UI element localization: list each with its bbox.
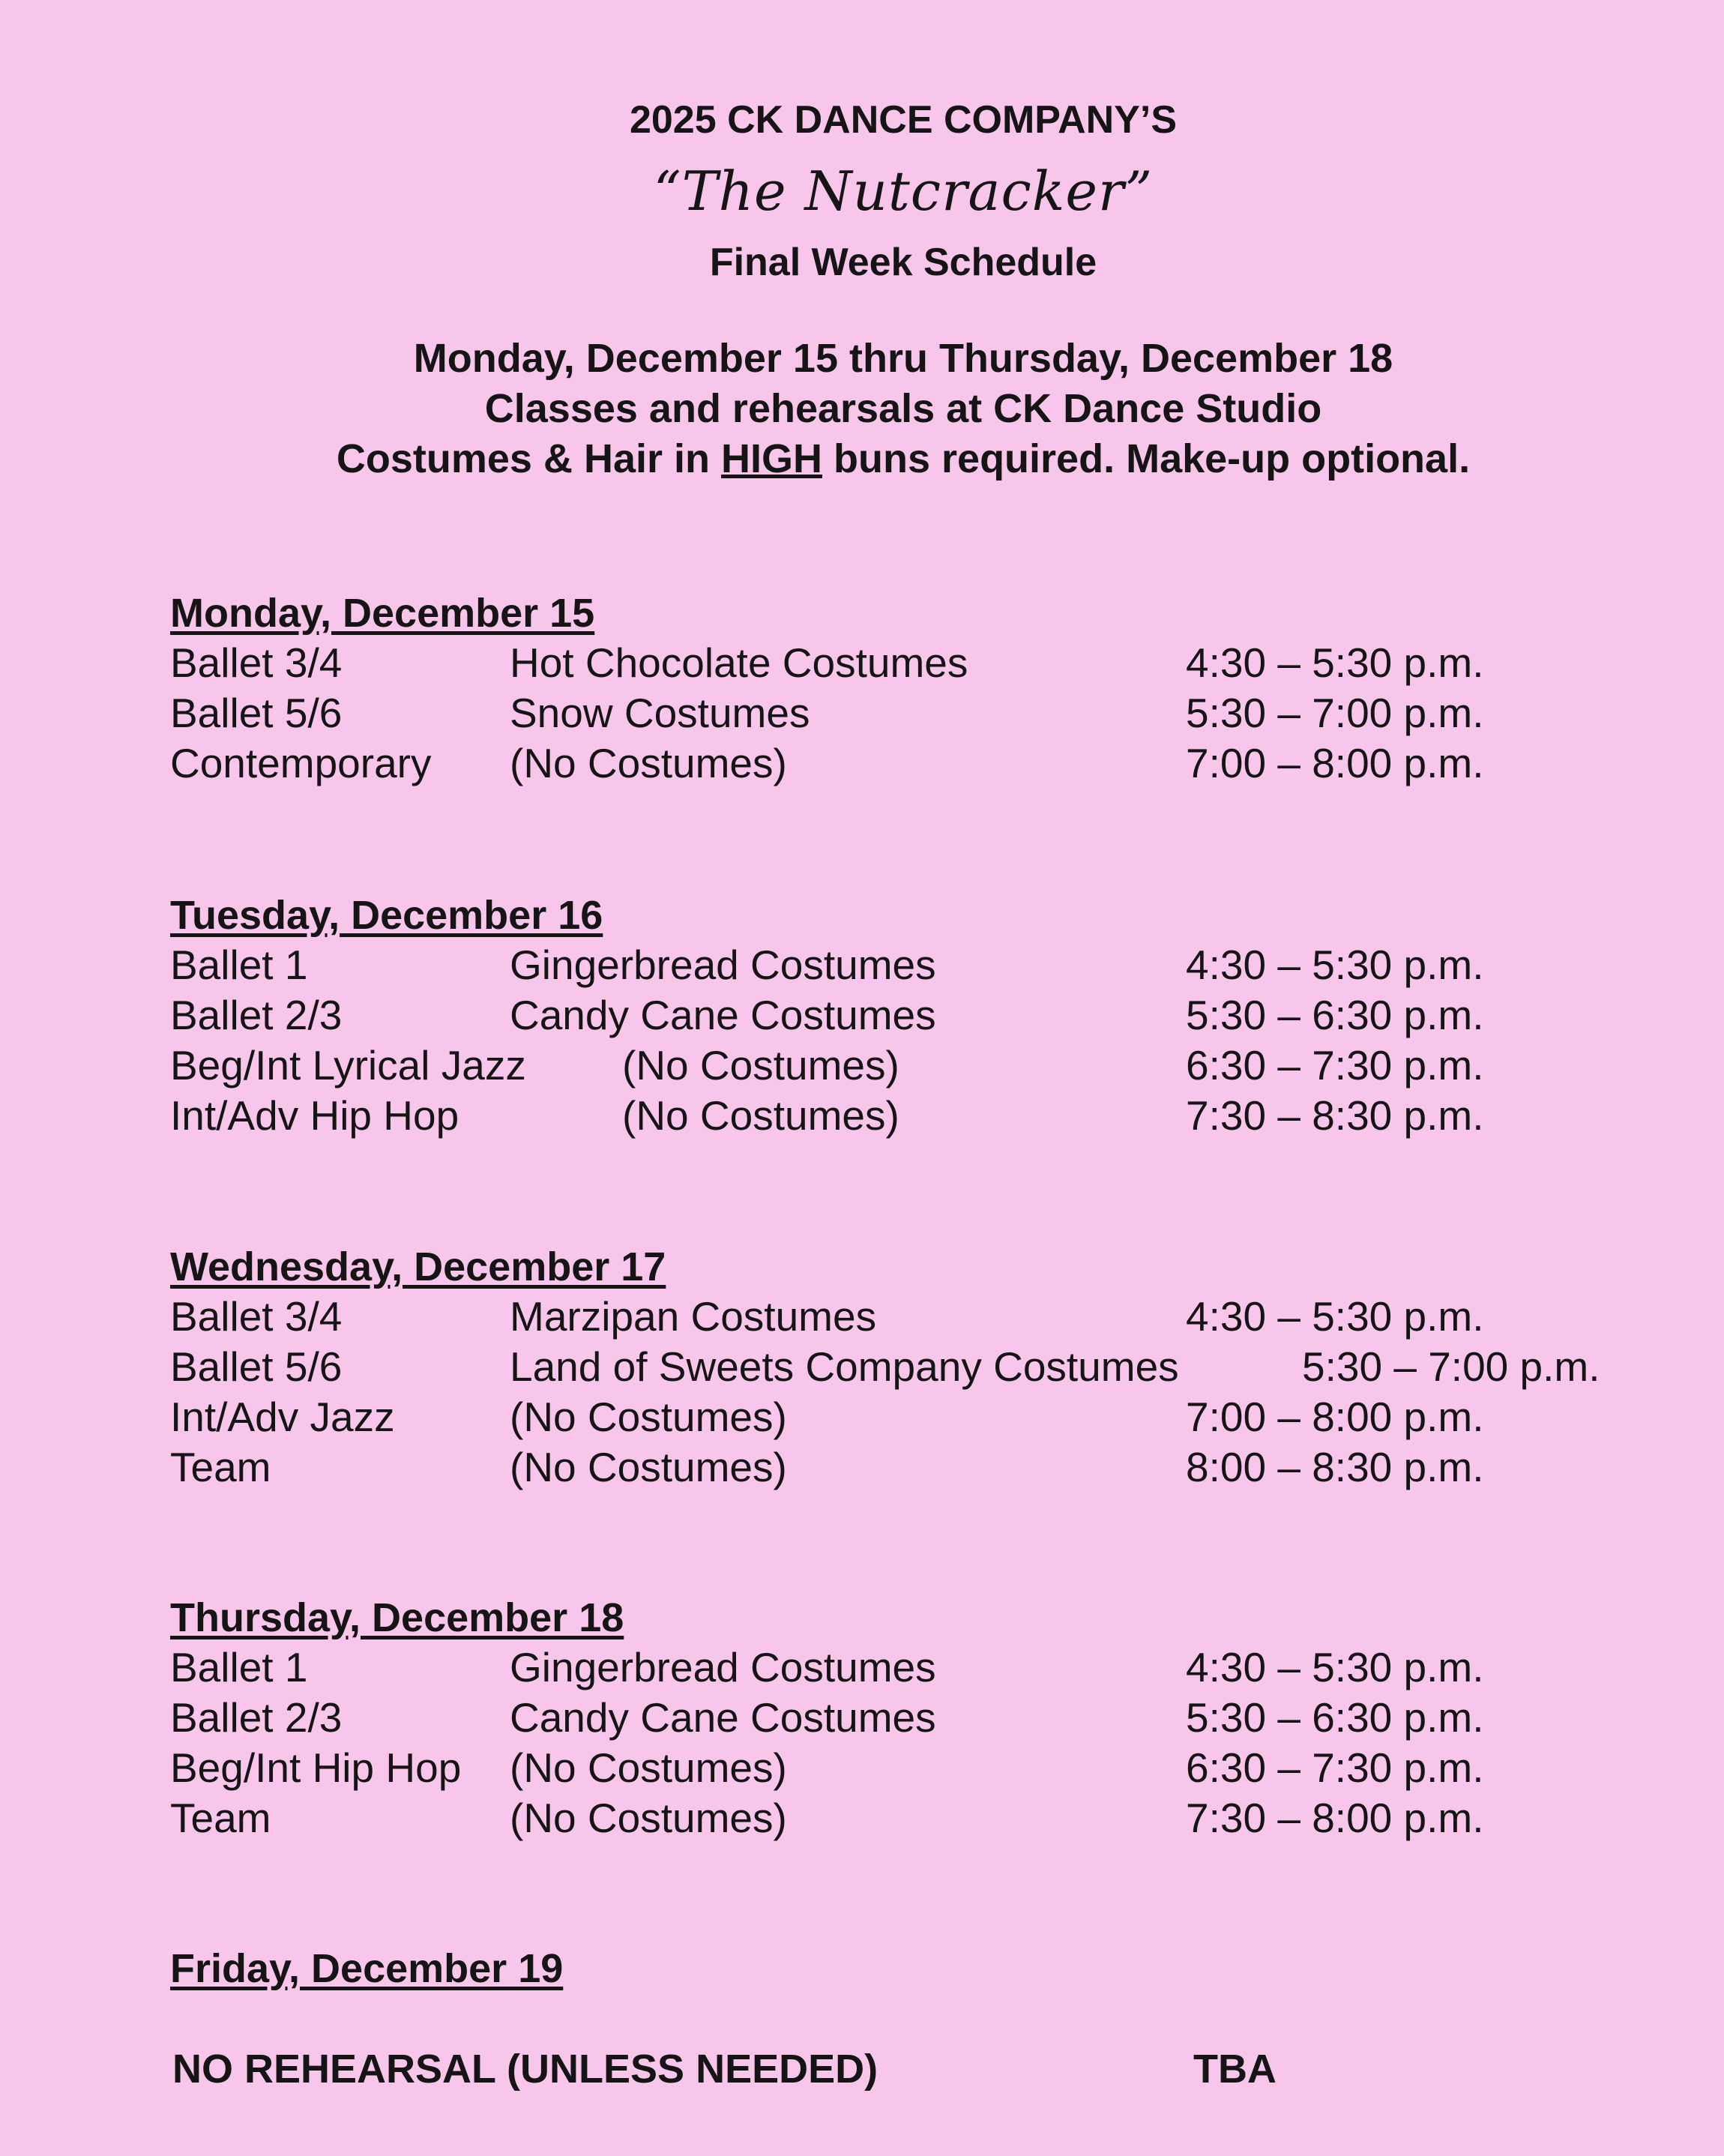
time-range: 4:30 – 5:30 p.m. (1186, 639, 1484, 686)
costume-info: (No Costumes) (510, 1795, 787, 1841)
class-name: Beg/Int Lyrical Jazz (170, 1042, 526, 1088)
requirement-before: Costumes & Hair in (336, 436, 710, 481)
class-name: Int/Adv Hip Hop (170, 1092, 459, 1139)
time-range: 4:30 – 5:30 p.m. (1186, 1293, 1484, 1340)
day-section-thursday (170, 1593, 1669, 1843)
time-range: 4:30 – 5:30 p.m. (1186, 942, 1484, 988)
class-name: Ballet 3/4 (170, 1293, 343, 1340)
costume-info: (No Costumes) (622, 1042, 899, 1088)
time-range: 5:30 – 7:00 p.m. (1302, 1343, 1600, 1390)
time-range: 7:30 – 8:30 p.m. (1186, 1092, 1484, 1139)
day-section-monday (170, 588, 1669, 789)
time-range: 7:00 – 8:00 p.m. (1186, 740, 1484, 786)
schedule-row (170, 1392, 1669, 1442)
costume-info: Snow Costumes (510, 690, 810, 736)
friday-note: NO REHEARSAL (UNLESS NEEDED) (172, 2047, 878, 2092)
costume-info: (No Costumes) (510, 740, 787, 786)
time-range: 5:30 – 6:30 p.m. (1186, 1694, 1484, 1741)
schedule-row (170, 1442, 1669, 1493)
class-name: Contemporary (170, 740, 432, 786)
schedule-row (170, 1292, 1669, 1342)
friday-note-row (172, 2043, 1597, 2095)
costume-info: Hot Chocolate Costumes (510, 639, 968, 686)
schedule-row (170, 1693, 1669, 1743)
document-header (0, 90, 1724, 292)
day-heading: Monday, December 15 (170, 591, 595, 636)
schedule-row (170, 638, 1669, 688)
day-section-friday (170, 1944, 1669, 1993)
costume-info: (No Costumes) (622, 1092, 899, 1139)
day-heading: Thursday, December 18 (170, 1595, 624, 1640)
costume-info: (No Costumes) (510, 1444, 787, 1490)
schedule-row (170, 738, 1669, 789)
time-range: 5:30 – 6:30 p.m. (1186, 992, 1484, 1038)
class-name: Int/Adv Jazz (170, 1394, 395, 1440)
costume-info: Marzipan Costumes (510, 1293, 877, 1340)
schedule-row (170, 1342, 1669, 1392)
day-heading: Wednesday, December 17 (170, 1244, 666, 1289)
day-heading: Tuesday, December 16 (170, 893, 603, 938)
class-name: Ballet 5/6 (170, 690, 343, 736)
notice-location: Classes and rehearsals at CK Dance Studio (484, 386, 1322, 431)
time-range: 4:30 – 5:30 p.m. (1186, 1644, 1484, 1690)
time-range: 8:00 – 8:30 p.m. (1186, 1444, 1484, 1490)
costume-info: Gingerbread Costumes (510, 942, 936, 988)
schedule-notice (0, 334, 1724, 484)
friday-time: TBA (1193, 2047, 1277, 2092)
time-range: 5:30 – 7:00 p.m. (1186, 690, 1484, 736)
schedule-row (170, 1041, 1669, 1091)
costume-info: (No Costumes) (510, 1744, 787, 1791)
schedule-subtitle: Final Week Schedule (709, 241, 1097, 284)
costume-info: Land of Sweets Company Costumes (510, 1343, 1179, 1390)
notice-dates: Monday, December 15 thru Thursday, December 18 (413, 336, 1393, 381)
costume-info: Candy Cane Costumes (510, 1694, 936, 1741)
requirement-after: buns required. Make-up optional. (834, 436, 1471, 481)
day-section-tuesday (170, 891, 1669, 1141)
schedule-row (170, 940, 1669, 990)
company-title: 2025 CK DANCE COMPANY’S (629, 98, 1178, 142)
class-name: Beg/Int Hip Hop (170, 1744, 462, 1791)
time-range: 7:00 – 8:00 p.m. (1186, 1394, 1484, 1440)
class-name: Ballet 3/4 (170, 639, 343, 686)
schedule-row (170, 990, 1669, 1041)
class-name: Ballet 2/3 (170, 1694, 343, 1741)
schedule-row (170, 1793, 1669, 1843)
show-title: “The Nutcracker” (653, 160, 1154, 223)
time-range: 6:30 – 7:30 p.m. (1186, 1744, 1484, 1791)
class-name: Team (170, 1795, 271, 1841)
time-range: 7:30 – 8:00 p.m. (1186, 1795, 1484, 1841)
costume-info: Gingerbread Costumes (510, 1644, 936, 1690)
class-name: Ballet 1 (170, 942, 308, 988)
notice-requirement (0, 434, 1724, 484)
schedule-row (170, 1642, 1669, 1693)
schedule-row (170, 1743, 1669, 1793)
class-name: Ballet 2/3 (170, 992, 343, 1038)
costume-info: (No Costumes) (510, 1394, 787, 1440)
class-name: Ballet 5/6 (170, 1343, 343, 1390)
schedule-row (170, 1091, 1669, 1141)
day-section-wednesday (170, 1242, 1669, 1493)
time-range: 6:30 – 7:30 p.m. (1186, 1042, 1484, 1088)
schedule-row (170, 688, 1669, 738)
requirement-emphasis: HIGH (721, 436, 823, 481)
class-name: Ballet 1 (170, 1644, 308, 1690)
day-heading: Friday, December 19 (170, 1946, 564, 1991)
class-name: Team (170, 1444, 271, 1490)
costume-info: Candy Cane Costumes (510, 992, 936, 1038)
